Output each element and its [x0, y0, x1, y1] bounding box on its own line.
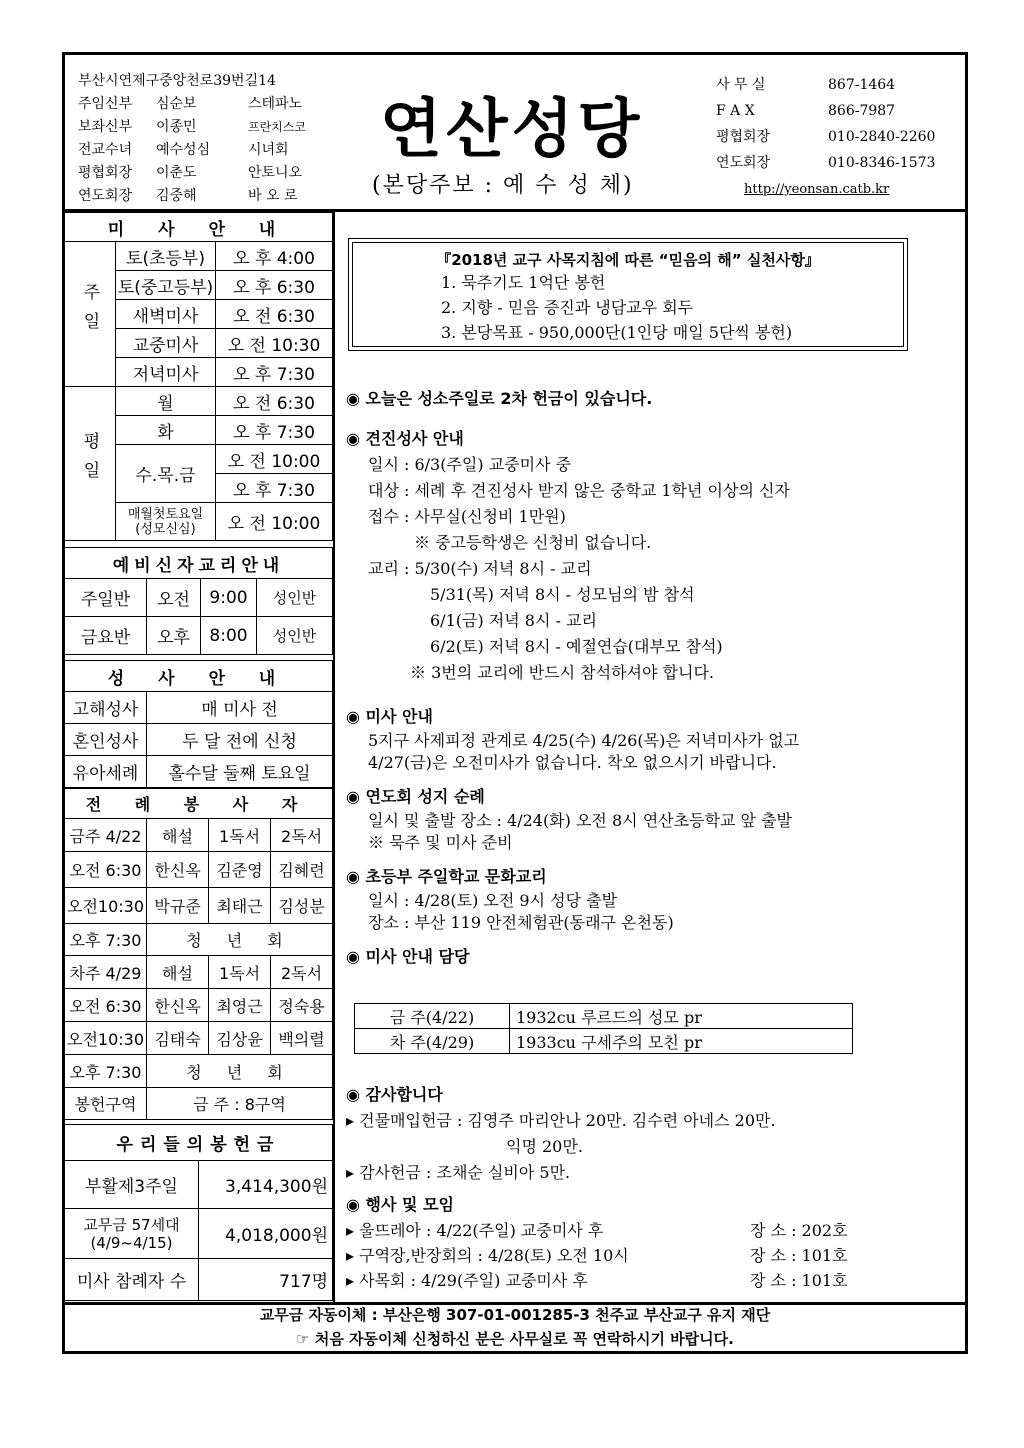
- section-line: 접수 : 사무실(신청비 1만원): [368, 507, 566, 526]
- section-title: ◉ 미사 안내: [346, 707, 433, 726]
- section-line: 일시 : 4/28(토) 오전 9시 성당 출발: [368, 891, 618, 910]
- mass-time: 오 후 7:30: [216, 474, 333, 503]
- class-day: 주일반: [65, 579, 147, 617]
- liturgy-cell: 봉헌구역: [65, 1088, 147, 1120]
- liturgy-cell: 오전10:30: [65, 888, 147, 924]
- sunday-text: 주일: [79, 282, 100, 341]
- liturgy-cell: 청 년 회: [147, 924, 333, 956]
- mass-name: 새벽미사: [116, 300, 216, 329]
- mass-name: 저녁미사: [116, 358, 216, 387]
- contact-value: 867-1464: [828, 77, 896, 93]
- section-line: 5/31(목) 저녁 8시 - 성모님의 밤 참석: [430, 585, 695, 604]
- section-title: ◉ 미사 안내 담당: [346, 947, 470, 966]
- sacrament-name: 혼인성사: [65, 724, 147, 756]
- offering-value: 3,414,300원: [199, 1161, 333, 1209]
- liturgy-cell: 최영근: [209, 989, 271, 1022]
- weekday-label: [65, 387, 116, 541]
- sacrament-table: [64, 660, 333, 788]
- mass-time: 오 후 7:30: [216, 358, 333, 387]
- section-line: 5지구 사제피정 관계로 4/25(수) 4/26(목)은 저녁미사가 없고: [368, 731, 800, 750]
- catechumen-title: 예비신자교리안내: [65, 548, 333, 579]
- liturgy-cell: 금 주 : 8구역: [147, 1088, 333, 1120]
- mass-name: 수.목.금: [116, 445, 216, 503]
- staff-baptismal: 프란치스코: [248, 120, 306, 134]
- liturgy-title: 전 례 봉 사 자: [65, 789, 333, 819]
- section-line: 4/27(금)은 오전미사가 없습니다. 착오 없으시기 바랍니다.: [368, 753, 777, 772]
- mass-time: 오 전 6:30: [216, 300, 333, 329]
- sacrament-info: 두 달 전에 신청: [147, 724, 333, 756]
- liturgy-cell: 금주 4/22: [65, 819, 147, 852]
- liturgy-cell: 오전 6:30: [65, 852, 147, 888]
- section-line: 일시 : 6/3(주일) 교중미사 중: [368, 455, 572, 474]
- event-row: [346, 1243, 936, 1268]
- staff-role: 보좌신부: [78, 119, 133, 135]
- sacrament-name: 유아세례: [65, 756, 147, 788]
- class-ampm: 오후: [147, 617, 201, 655]
- mass-time: 오 전 10:00: [216, 503, 333, 541]
- duty-info: 1933cu 구세주의 모친 pr: [510, 1029, 853, 1054]
- section-line: ※ 3번의 교리에 반드시 참석하셔야 합니다.: [410, 663, 714, 682]
- staff-role: 주임신부: [78, 96, 133, 112]
- class-time: 9:00: [201, 579, 257, 617]
- sacrament-name: 고해성사: [65, 692, 147, 724]
- liturgy-cell: 오후 7:30: [65, 1055, 147, 1088]
- mass-title: 미 사 안 내: [65, 213, 333, 242]
- liturgy-cell: 2독서: [271, 956, 333, 989]
- event-name: ▸ 구역장,반장회의 : 4/28(토) 오전 10시: [346, 1246, 629, 1265]
- section-line: 6/1(금) 저녁 8시 - 교리: [430, 611, 597, 630]
- liturgy-cell: 오후 7:30: [65, 924, 147, 956]
- footer-bank: 교무금 자동이체 : 부산은행 307-01-001285-3 천주교 부산교구 유지 재단: [259, 1306, 771, 1324]
- liturgy-cell: 청 년 회: [147, 1055, 333, 1088]
- section-line: 6/2(토) 저녁 8시 - 예절연습(대부모 참석): [430, 637, 723, 656]
- mass-table: [64, 212, 333, 541]
- liturgy-cell: 김태숙: [147, 1022, 209, 1055]
- section-line: ▸ 감사헌금 : 조채순 실비아 5만.: [346, 1163, 571, 1182]
- notice-inner: [352, 242, 904, 347]
- staff-name: 이종민: [156, 119, 197, 135]
- liturgy-cell: 백의렬: [271, 1022, 333, 1055]
- event-name: ▸ 울뜨레아 : 4/22(주일) 교중미사 후: [346, 1221, 604, 1240]
- liturgy-cell: 1독서: [209, 819, 271, 852]
- mass-time: 오 후 4:00: [216, 242, 333, 271]
- notice-item: 1. 묵주기도 1억단 봉헌: [441, 273, 606, 292]
- footer-note: ☞ 처음 자동이체 신청하신 분은 사무실로 꼭 연락하시기 바랍니다.: [296, 1330, 734, 1348]
- class-ampm: 오전: [147, 579, 201, 617]
- mass-name: 화: [116, 416, 216, 445]
- section-title: ◉ 견진성사 안내: [346, 429, 464, 448]
- liturgy-cell: 1독서: [209, 956, 271, 989]
- liturgy-cell: 한신옥: [147, 852, 209, 888]
- mass-time: 오 전 6:30: [216, 387, 333, 416]
- event-row: [346, 1218, 936, 1243]
- liturgy-cell: 김상윤: [209, 1022, 271, 1055]
- class-time: 8:00: [201, 617, 257, 655]
- staff-role: 전교수녀: [78, 142, 133, 158]
- contact-label: 평협회장: [716, 129, 771, 145]
- contact-value: 010-8346-1573: [828, 155, 936, 171]
- offering-label: 교무금 57세대 (4/9~4/15): [65, 1209, 199, 1259]
- sunday-label: [65, 242, 116, 387]
- footer: [62, 1303, 968, 1351]
- mass-time: 오 전 10:00: [216, 445, 333, 474]
- liturgy-cell: 2독서: [271, 819, 333, 852]
- event-place: 장 소 : 101호: [750, 1271, 848, 1290]
- sacrament-info: 홀수달 둘째 토요일: [147, 756, 333, 788]
- section-title: ◉ 감사합니다: [346, 1085, 443, 1104]
- address: 부산시연제구중앙천로39번길14: [78, 73, 276, 89]
- section-line: 익명 20만.: [506, 1137, 583, 1156]
- mass-name: 월: [116, 387, 216, 416]
- class-type: 성인반: [257, 579, 333, 617]
- staff-name: 이춘도: [156, 165, 197, 181]
- section-line: ※ 중고등학생은 신청비 없습니다.: [414, 533, 652, 552]
- main-content: [346, 378, 936, 970]
- mass-time: 오 후 6:30: [216, 271, 333, 300]
- weekday-text: 평일: [79, 432, 100, 490]
- staff-baptismal: 바 오 로: [248, 188, 298, 204]
- liturgy-cell: 김준영: [209, 852, 271, 888]
- offerings-title: 우리들의봉헌금: [65, 1125, 333, 1161]
- section-title: ◉ 연도회 성지 순례: [346, 787, 485, 806]
- section-line: 교리 : 5/30(수) 저녁 8시 - 교리: [368, 559, 592, 578]
- staff-name: 김중해: [156, 188, 197, 204]
- liturgy-cell: 한신옥: [147, 989, 209, 1022]
- class-day: 금요반: [65, 617, 147, 655]
- liturgy-cell: 정숙용: [271, 989, 333, 1022]
- liturgy-cell: 오전10:30: [65, 1022, 147, 1055]
- notice-item: 2. 지향 - 믿음 증진과 냉담교우 회두: [441, 298, 694, 317]
- liturgy-cell: 해설: [147, 819, 209, 852]
- duty-week: 금 주(4/22): [355, 1004, 510, 1029]
- notice-item: 3. 본당목표 - 950,000단(1인당 매일 5단씩 봉헌): [441, 323, 793, 342]
- contact-value: 866-7987: [828, 103, 896, 119]
- website-link[interactable]: http://yeonsan.catb.kr: [744, 182, 890, 197]
- contact-value: 010-2840-2260: [828, 129, 936, 145]
- contact-label: 사 무 실: [716, 77, 766, 93]
- page-subtitle: (본당주보 : 예 수 성 체): [372, 173, 634, 198]
- sacrament-info: 매 미사 전: [147, 692, 333, 724]
- mass-duty-table: [354, 1003, 853, 1054]
- liturgy-table: [64, 788, 333, 1120]
- offerings-table: [64, 1124, 333, 1301]
- offering-value: 717명: [199, 1259, 333, 1301]
- catechumen-table: [64, 547, 333, 655]
- contact-label: F A X: [716, 103, 755, 119]
- section-title: ◉ 오늘은 성소주일로 2차 헌금이 있습니다.: [346, 389, 653, 408]
- column-divider: [333, 211, 335, 1303]
- staff-baptismal: 안토니오: [248, 165, 303, 181]
- event-place: 장 소 : 101호: [750, 1246, 848, 1265]
- mass-name: 교중미사: [116, 329, 216, 358]
- mass-time: 오 후 7:30: [216, 416, 333, 445]
- offering-value: 4,018,000원: [199, 1209, 333, 1259]
- staff-role: 평협회장: [78, 165, 133, 181]
- page-title: 연산성당: [380, 93, 644, 167]
- offering-label: 미사 참례자 수: [65, 1259, 199, 1301]
- mass-name: 토(중고등부): [116, 271, 216, 300]
- liturgy-cell: 오전 6:30: [65, 989, 147, 1022]
- mass-time: 오 전 10:30: [216, 329, 333, 358]
- liturgy-cell: 해설: [147, 956, 209, 989]
- header-staff: [78, 70, 306, 208]
- section-title: ◉ 행사 및 모임: [346, 1195, 454, 1214]
- staff-baptismal: 시녀회: [248, 142, 289, 158]
- event-row: [346, 1268, 936, 1293]
- sacrament-title: 성 사 안 내: [65, 661, 333, 692]
- liturgy-cell: 김혜련: [271, 852, 333, 888]
- contact-label: 연도회장: [716, 155, 771, 171]
- main-content-lower: [346, 1074, 936, 1293]
- section-title: ◉ 초등부 주일학교 문화교리: [346, 867, 547, 886]
- section-line: ▸ 건물매입헌금 : 김영주 마리안나 20만. 김수련 아네스 20만.: [346, 1111, 776, 1130]
- duty-info: 1932cu 루르드의 성모 pr: [510, 1004, 853, 1029]
- liturgy-cell: 김성분: [271, 888, 333, 924]
- event-place: 장 소 : 202호: [750, 1221, 848, 1240]
- duty-week: 차 주(4/29): [355, 1029, 510, 1054]
- mass-name: 매월첫토요일 (성모신심): [116, 503, 216, 541]
- event-name: ▸ 사목회 : 4/29(주일) 교중미사 후: [346, 1271, 588, 1290]
- staff-name: 예수성심: [156, 142, 211, 158]
- class-type: 성인반: [257, 617, 333, 655]
- notice-box: [348, 238, 908, 351]
- section-line: 대상 : 세례 후 견진성사 받지 않은 중학교 1학년 이상의 신자: [368, 481, 790, 500]
- staff-name: 심순보: [156, 96, 197, 112]
- liturgy-cell: 최태근: [209, 888, 271, 924]
- liturgy-cell: 박규준: [147, 888, 209, 924]
- liturgy-cell: 차주 4/29: [65, 956, 147, 989]
- notice-title: 『2018년 교구 사목지침에 따른 “믿음의 해” 실천사항』: [436, 251, 820, 269]
- mass-name: 토(초등부): [116, 242, 216, 271]
- offering-label: 부활제3주일: [65, 1161, 199, 1209]
- staff-role: 연도회장: [78, 188, 133, 204]
- header-contacts: [716, 72, 935, 203]
- staff-baptismal: 스테파노: [248, 96, 303, 112]
- section-line: 일시 및 출발 장소 : 4/24(화) 오전 8시 연산초등학교 앞 출발: [368, 811, 792, 830]
- section-line: 장소 : 부산 119 안전체험관(동래구 온천동): [368, 913, 674, 932]
- section-line: ※ 묵주 및 미사 준비: [368, 833, 513, 852]
